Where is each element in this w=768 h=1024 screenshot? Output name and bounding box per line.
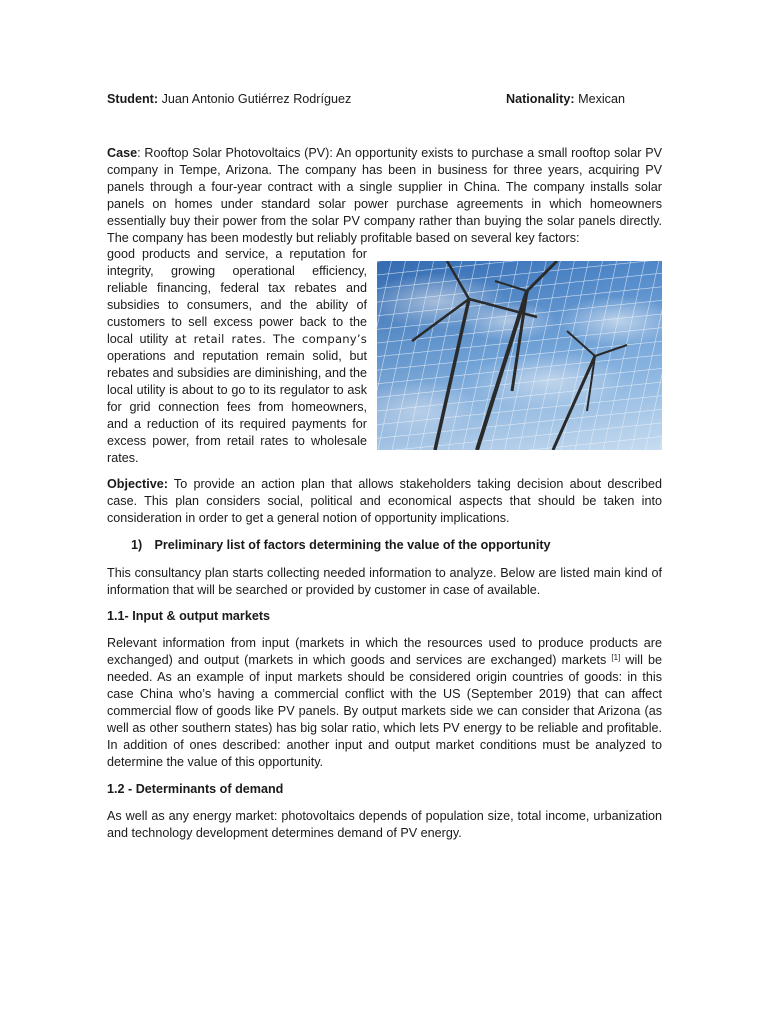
nationality-line <box>506 91 625 108</box>
case-wrap-part-1: good products and service, a reputation for integrity, growing operational efficiency, reliable financing, federal tax rebates and subsidies to consumers, and the ability of customers to sell excess power back to the local utility <box>107 247 367 346</box>
case-continuation-text <box>107 246 367 467</box>
markets-text-b: will be needed. As an example of input markets should be considered origin countries of goods: in this case China who’s having a commercial conflict with the US (September 2019) that can affect commercial flow of goods like PV panels. By output markets side we can consider that Arizona (as well as other southern states) has big solar ratio, which lets PV energy to be reliable and profitable. In addition of ones described: another input and output market conditions must be analyzed to determine the value of this opportunity. <box>107 653 663 769</box>
case-label: Case <box>107 146 138 160</box>
case-continuation-block <box>107 246 662 467</box>
objective-paragraph <box>107 476 662 527</box>
nationality-label: Nationality: <box>506 92 575 106</box>
student-name: Juan Antonio Gutiérrez Rodríguez <box>161 92 352 106</box>
nationality-value: Mexican <box>578 92 625 106</box>
student-header <box>107 91 662 109</box>
case-text: : Rooftop Solar Photovoltaics (PV): An opportunity exists to purchase a small rooftop solar PV company in Tempe, Arizona. The company has been in business for three years, acquiring PV panels through a four-year contract with a single supplier in China. The company installs solar panels on homes under standard solar power purchase agreements in which homeowners essentially buy their power from the solar PV company rather than buying the solar panels directly. The company has been modestly but reliably profitable based on several key factors: <box>107 146 662 245</box>
section-1-title: Preliminary list of factors determining the value of the opportunity <box>154 538 551 552</box>
markets-paragraph <box>107 635 662 771</box>
objective-text: To provide an action plan that allows stakeholders taking decision about described case. This plan considers social, political and economical aspects that should be taken into consideration in order to get a general notion of opportunity implications. <box>107 477 662 525</box>
section-1-number: 1) <box>131 538 143 552</box>
student-line <box>107 91 351 108</box>
solar-panels-wind-turbines-photo <box>377 261 662 450</box>
case-wrap-part-mono: at retail rates. The company’s <box>174 332 367 346</box>
section-1-heading <box>131 537 551 554</box>
consultancy-paragraph: This consultancy plan starts collecting needed information to analyze. Below are listed main kind of information that will be searched or provided by customer in case of available. <box>107 566 662 597</box>
case-wrap-part-2: operations and reputation remain solid, but rebates and subsidies are diminishing, and the local utility is about to go to its regulator to ask for grid connection fees from homeowners, and a reduction of its required payments for excess power, from retail rates to wholesale rates. <box>107 349 367 465</box>
markets-text-a: Relevant information from input (markets in which the resources used to produce products are exchanged) and output (markets in which goods and services are exchanged) markets <box>107 636 662 667</box>
subsection-1-1-heading: 1.1- Input & output markets <box>107 609 271 623</box>
photo-illustration <box>377 261 662 450</box>
demand-paragraph: As well as any energy market: photovoltaics depends of population size, total income, urbanization and technology development determines demand of PV energy. <box>107 809 662 840</box>
case-paragraph <box>107 145 662 247</box>
footnote-link[interactable]: [1] <box>611 653 621 662</box>
subsection-1-2-heading: 1.2 - Determinants of demand <box>107 782 284 796</box>
student-label: Student: <box>107 92 159 106</box>
objective-label: Objective: <box>107 477 168 491</box>
